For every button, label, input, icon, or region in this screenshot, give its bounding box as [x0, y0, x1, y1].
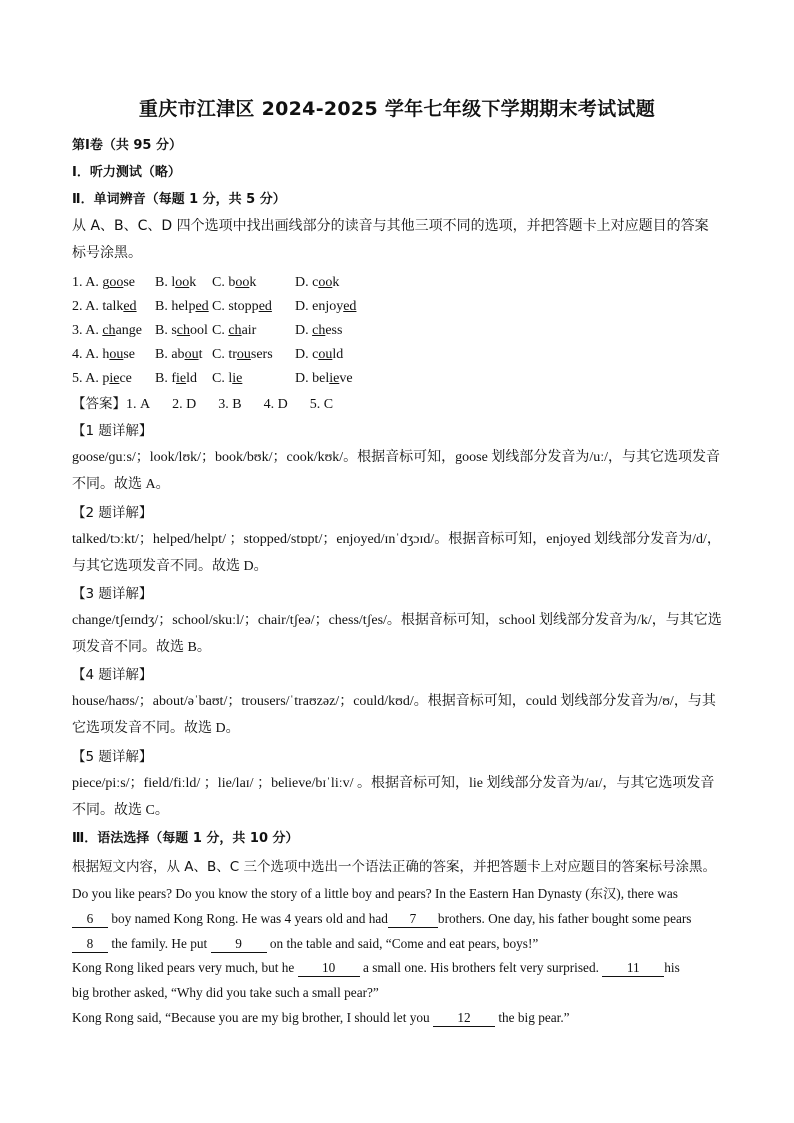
q2-option-a: 2. A. talked [72, 299, 137, 314]
blank-9[interactable]: 9 [211, 936, 267, 953]
detail-1-heading: 【1 题详解】 [72, 423, 153, 439]
section-grammar: Ⅲ．语法选择（每题 1 分，共 10 分） [72, 831, 299, 846]
q3-option-d: D. chess [295, 323, 343, 338]
blank-10[interactable]: 10 [298, 960, 360, 977]
answer-key: 【答案】1. A 2. D 3. B 4. D 5. C [72, 396, 334, 412]
grammar-instructions: 根据短文内容，从 A、B、C 三个选项中选出一个语法正确的答案，并把答题卡上对应题目的答案标号涂黑。 [72, 859, 717, 875]
detail-4-text: house/haʊs/；about/əˈbaʊt/；trousers/ˈtraʊzəz/；could/kʊd/。根据音标可知，could 划线部分发音为/ʊ/，与其它选项发音不同。故选 D。 [72, 694, 716, 736]
q3-option-a: 3. A. change [72, 323, 142, 338]
passage-line-1: Do you like pears? Do you know the story of a little boy and pears? In the Eastern Han Dynasty (东汉), there was [72, 886, 678, 901]
q4-option-c: C. trousers [212, 347, 273, 362]
q2-option-b: B. helped [155, 299, 209, 314]
detail-5-text: piece/piːs/；field/fiːld/ ；lie/laɪ/ ；believe/bɪˈliːv/ 。根据音标可知，lie 划线部分发音为/aɪ/，与其它选项发音不同。故选 C。 [72, 776, 715, 818]
q4-option-b: B. about [155, 347, 203, 362]
passage-line-5: big brother asked, “Why did you take such a small pear?” [72, 985, 379, 1000]
detail-3-text: change/tʃeɪndʒ/；school/skuːl/；chair/tʃeə/；chess/tʃes/。根据音标可知，school 划线部分发音为/k/，与其它选项发音不同。故选 B。 [72, 613, 722, 655]
blank-7[interactable]: 7 [388, 911, 438, 928]
q2-option-c: C. stopped [212, 299, 272, 314]
passage-line-3: 8 the family. He put 9 on the table and said, “Come and eat pears, boys!” [72, 934, 538, 954]
q4-option-a: 4. A. house [72, 347, 136, 362]
q2-option-d: D. enjoyed [295, 299, 357, 314]
blank-8[interactable]: 8 [72, 936, 108, 953]
detail-3-heading: 【3 题详解】 [72, 586, 153, 602]
part-heading: 第Ⅰ卷（共 95 分） [72, 138, 182, 153]
q5-option-c: C. lie [212, 371, 243, 386]
blank-11[interactable]: 11 [602, 960, 664, 977]
passage-line-4: Kong Rong liked pears very much, but he 10 a small one. His brothers felt very surprised. 11 his [72, 960, 680, 975]
detail-4-heading: 【4 题详解】 [72, 667, 153, 683]
detail-2-text: talked/tɔːkt/；helped/helpt/ ；stopped/stɒpt/；enjoyed/ɪnˈdʒɔɪd/。根据音标可知，enjoyed 划线部分发音为/d/，与其它选项发音不同。故选 D。 [72, 532, 721, 574]
page-title: 重庆市江津区 2024-2025 学年七年级下学期期末考试试题 [138, 98, 656, 120]
q5-option-a: 5. A. piece [72, 371, 132, 386]
passage-line-6: Kong Rong said, “Because you are my big brother, I should let you 12 the big pear.” [72, 1010, 570, 1025]
detail-5-heading: 【5 题详解】 [72, 749, 153, 765]
pronunciation-instructions: 从 A、B、C、D 四个选项中找出画线部分的读音与其他三项不同的选项，并把答题卡上对应题目的答案标号涂黑。 [72, 218, 709, 261]
passage-line-2: 6 boy named Kong Rong. He was 4 years old and had 7 brothers. One day, his father bought some pears [72, 909, 691, 929]
q3-option-b: B. school [155, 323, 208, 338]
section-pronunciation: Ⅱ．单词辨音（每题 1 分，共 5 分） [72, 192, 286, 207]
q3-option-c: C. chair [212, 323, 257, 338]
q1-option-c: C. book [212, 275, 257, 290]
blank-12[interactable]: 12 [433, 1010, 495, 1027]
q5-option-d: D. believe [295, 371, 353, 386]
q1-option-b: B. look [155, 275, 197, 290]
q1-option-a: 1. A. goose [72, 275, 136, 290]
q1-option-d: D. cook [295, 275, 340, 290]
detail-2-heading: 【2 题详解】 [72, 505, 153, 521]
q4-option-d: D. could [295, 347, 344, 362]
detail-1-text: goose/ɡuːs/；look/lʊk/；book/bʊk/；cook/kʊk/。根据音标可知，goose 划线部分发音为/uː/，与其它选项发音不同。故选 A。 [72, 450, 720, 492]
blank-6[interactable]: 6 [72, 911, 108, 928]
q5-option-b: B. field [155, 371, 197, 386]
section-listening: Ⅰ．听力测试（略） [72, 165, 181, 180]
